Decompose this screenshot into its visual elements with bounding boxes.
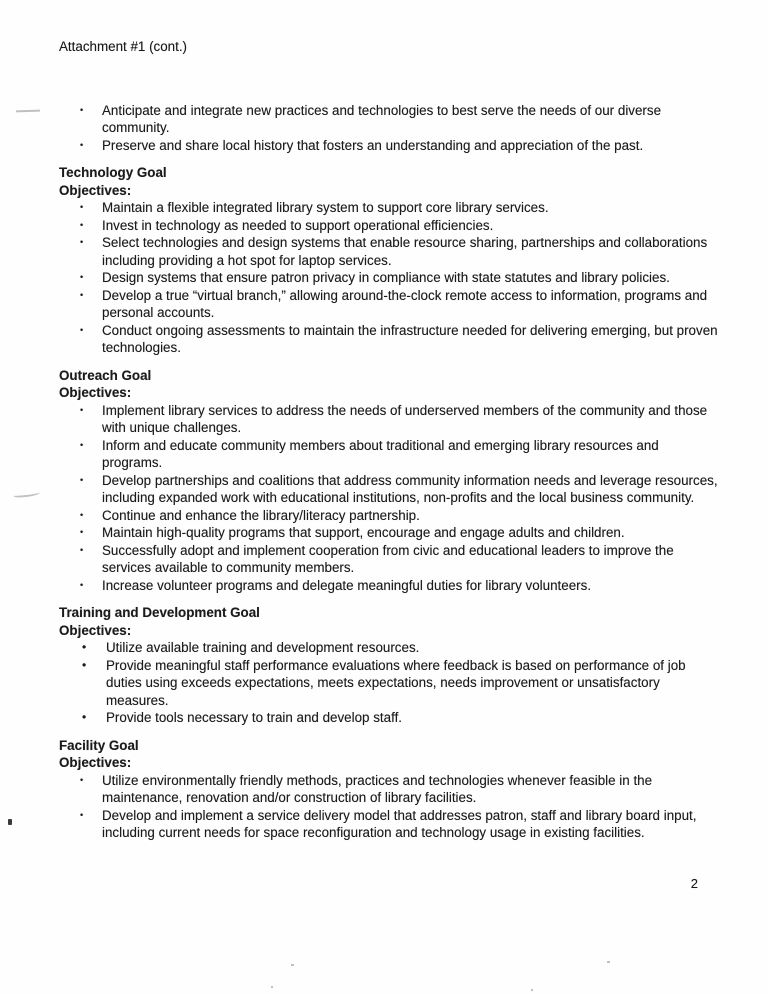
bullet-marker: • — [80, 774, 84, 785]
objectives-label: Objectives: — [59, 622, 132, 638]
bullet-marker: • — [80, 544, 84, 555]
list-item — [78, 639, 720, 657]
bullet-marker: • — [80, 474, 84, 485]
objective-list — [78, 402, 720, 595]
section-title: Facility Goal — [59, 737, 139, 753]
bullet-marker: • — [82, 657, 87, 672]
section-title: Technology Goal — [59, 165, 167, 180]
bullet-text: Increase volunteer programs and delegate meaningful duties for library volunteers. — [102, 577, 592, 593]
list-item — [78, 269, 720, 287]
list-item — [78, 402, 720, 437]
bullet-marker: • — [80, 202, 84, 212]
bullet-marker: • — [80, 809, 84, 820]
bullet-text: Utilize environmentally friendly methods, practices and technologies whenever feasible in the maintenance, renovation and/or construction of library facilities. — [102, 772, 653, 805]
list-item — [78, 472, 720, 507]
scan-speck — [607, 961, 610, 963]
scan-artifact-dash — [16, 110, 40, 113]
bullet-text: Design systems that ensure patron privacy in compliance with state statutes and library policies. — [102, 270, 670, 285]
list-item — [78, 807, 720, 842]
section-title: Outreach Goal — [59, 367, 152, 383]
list-item — [78, 577, 720, 595]
section-training-development-goal — [59, 604, 720, 727]
section-title: Training and Development Goal — [59, 605, 260, 620]
bullet-marker: • — [80, 289, 84, 300]
list-item — [78, 137, 720, 155]
objectives-label: Objectives: — [59, 385, 132, 400]
bullet-marker: • — [80, 272, 84, 282]
section-technology-goal — [59, 164, 720, 357]
bullet-text: Successfully adopt and implement cooperation from civic and educational leaders to improve the services available to community members. — [102, 542, 674, 575]
list-item — [78, 217, 720, 235]
bullet-text: Provide tools necessary to train and develop staff. — [106, 710, 403, 725]
bullet-marker: • — [82, 710, 87, 724]
list-item — [78, 287, 720, 322]
bullet-text: Develop a true “virtual branch,” allowing around-the-clock remote access to information, programs and personal accounts. — [102, 287, 708, 320]
bullet-marker: • — [80, 237, 84, 247]
bullet-text: Utilize available training and development resources. — [106, 640, 420, 655]
bullet-marker: • — [80, 509, 84, 520]
list-item — [78, 234, 720, 269]
section-facility-goal — [59, 737, 720, 842]
list-item — [78, 199, 720, 217]
scan-artifact-dash — [13, 490, 40, 498]
bullet-text: Develop partnerships and coalitions that address community information needs and leverage resources, including expanded work with educational institutions, non-profits and the local business community. — [102, 472, 718, 505]
list-item — [78, 102, 720, 137]
objective-list — [78, 639, 720, 727]
bullet-text: Provide meaningful staff performance evaluations where feedback is based on performance of job duties using exceeds expectations, meets expectations, needs improvement or unsatisfactory measures. — [106, 657, 686, 708]
scan-artifact-dot — [8, 819, 12, 825]
bullet-text: Select technologies and design systems that enable resource sharing, partnerships and collaborations including providing a hot spot for laptop services. — [102, 235, 708, 268]
bullet-text: Develop and implement a service delivery model that addresses patron, staff and library board input, including current needs for space reconfiguration and technology usage in existing facilities. — [102, 807, 697, 840]
list-item — [78, 322, 720, 357]
bullet-marker: • — [80, 439, 84, 450]
bullet-text: Continue and enhance the library/literacy partnership. — [102, 507, 420, 523]
bullet-marker: • — [80, 104, 84, 115]
objective-list — [78, 772, 720, 842]
bullet-text: Implement library services to address the needs of underserved members of the community and those with unique challenges. — [102, 402, 708, 435]
list-item — [78, 709, 720, 727]
bullet-text: Conduct ongoing assessments to maintain the infrastructure needed for delivering emerging, but proven technologies. — [102, 322, 718, 355]
scan-speck — [531, 989, 533, 991]
bullet-marker: • — [80, 579, 84, 590]
bullet-text: Invest in technology as needed to support operational efficiencies. — [102, 217, 494, 233]
bullet-marker: • — [80, 404, 84, 415]
bullet-marker: • — [80, 527, 84, 537]
bullet-text: Maintain high-quality programs that support, encourage and engage adults and children. — [102, 525, 625, 540]
list-item — [78, 657, 720, 710]
bullet-text: Anticipate and integrate new practices and technologies to best serve the needs of our diverse community. — [102, 102, 662, 135]
bullet-text: Maintain a flexible integrated library system to support core library services. — [102, 200, 549, 215]
list-item — [78, 507, 720, 525]
scan-speck — [291, 964, 294, 966]
page-number: 2 — [690, 876, 698, 891]
intro-bullet-list — [78, 102, 720, 155]
bullet-marker: • — [82, 640, 87, 654]
bullet-text: Inform and educate community members about traditional and emerging library resources and programs. — [102, 437, 659, 470]
list-item — [78, 542, 720, 577]
objectives-label: Objectives: — [59, 182, 132, 198]
attachment-header: Attachment #1 (cont.) — [59, 39, 188, 54]
objectives-label: Objectives: — [59, 755, 132, 770]
section-outreach-goal — [59, 367, 720, 595]
bullet-marker: • — [80, 219, 84, 230]
bullet-marker: • — [80, 324, 84, 335]
bullet-text: Preserve and share local history that fosters an understanding and appreciation of the past. — [102, 137, 644, 153]
scan-speck — [271, 986, 273, 988]
bullet-marker: • — [80, 139, 84, 150]
list-item — [78, 524, 720, 542]
list-item — [78, 437, 720, 472]
list-item — [78, 772, 720, 807]
objective-list — [78, 199, 720, 357]
